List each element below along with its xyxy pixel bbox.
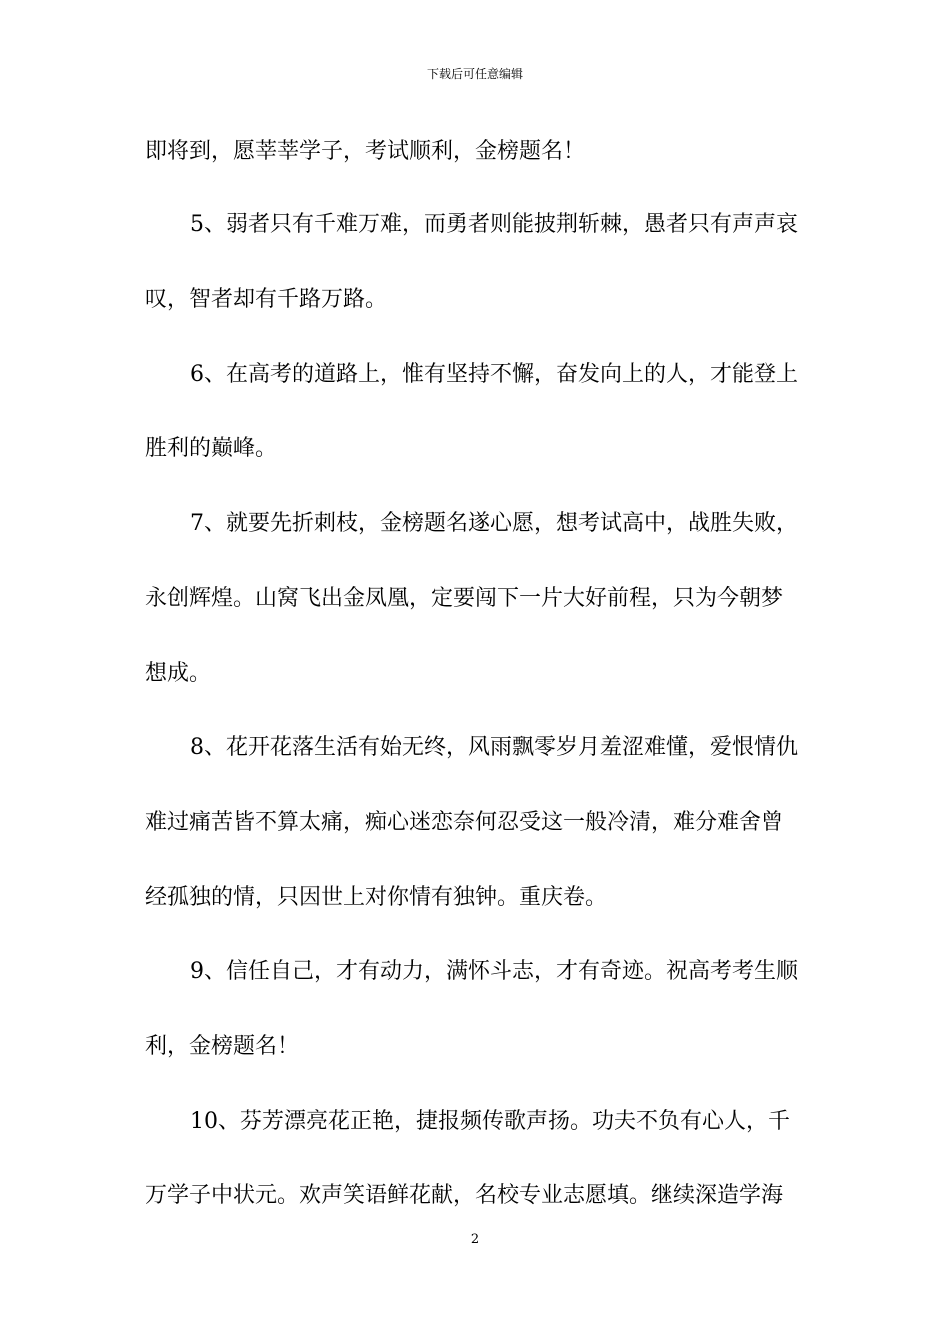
body-line: 即将到，愿莘莘学子，考试顺利，金榜题名！ <box>145 139 586 164</box>
body-line: 经孤独的情，只因世上对你情有独钟。重庆卷。 <box>145 885 608 910</box>
body-line: 万学子中状元。欢声笑语鲜花献，名校专业志愿填。继续深造学海 <box>145 1183 784 1208</box>
body-line: 胜利的巅峰。 <box>145 436 278 461</box>
page-header: 下载后可任意编辑 <box>426 67 523 81</box>
body-line: 6、在高考的道路上，惟有坚持不懈，奋发向上的人，才能登上 <box>190 362 798 387</box>
body-line: 9、信任自己，才有动力，满怀斗志，才有奇迹。祝高考考生顺 <box>190 959 798 984</box>
body-line: 8、花开花落生活有始无终，风雨飘零岁月羞涩难懂，爱恨情仇 <box>190 735 798 760</box>
body-line: 叹，智者却有千路万路。 <box>145 287 388 312</box>
body-line: 永创辉煌。山窝飞出金凤凰，定要闯下一片大好前程，只为今朝梦 <box>145 586 784 611</box>
body-line: 难过痛苦皆不算太痛，痴心迷恋奈何忍受这一般冷清，难分难舍曾 <box>145 810 784 835</box>
body-line: 利，金榜题名！ <box>145 1034 300 1059</box>
body-line: 5、弱者只有千难万难，而勇者则能披荆斩棘，愚者只有声声哀 <box>190 212 798 237</box>
body-line: 7、就要先折刺枝，金榜题名遂心愿，想考试高中，战胜失败， <box>190 511 798 536</box>
page-number: 2 <box>470 1232 480 1247</box>
body-line: 想成。 <box>145 661 212 686</box>
body-line: 10、芬芳漂亮花正艳，捷报频传歌声扬。功夫不负有心人，千 <box>190 1109 790 1134</box>
